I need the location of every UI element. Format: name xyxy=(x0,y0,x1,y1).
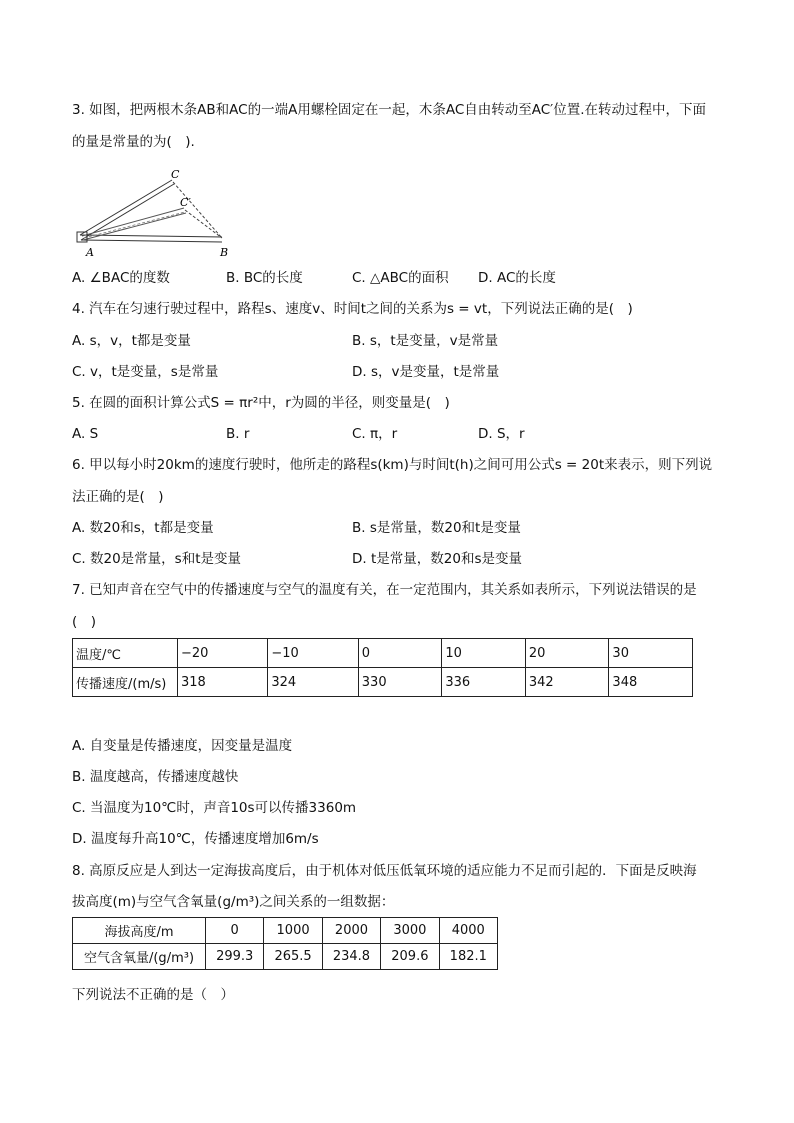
q3-option-c: C. △ABC的面积 xyxy=(352,270,449,286)
q4-option-b: B. s，t是变量，v是常量 xyxy=(352,333,499,349)
label-c: C xyxy=(171,168,180,181)
stick-ac-prime xyxy=(82,208,184,236)
stick-ac-edge xyxy=(81,184,174,240)
table-cell: 4000 xyxy=(439,918,497,944)
table-cell: 海拔高度/m xyxy=(73,918,206,944)
table-cell: 0 xyxy=(358,639,442,668)
q5-stem: 5. 在圆的面积计算公式S = πr²中，r为圆的半径，则变量是( ) xyxy=(72,395,450,411)
q7-table xyxy=(72,638,693,697)
q6-stem-line1: 6. 甲以每小时20km的速度行驶时，他所走的路程s(km)与时间t(h)之间可用公式s = 20t来表示，则下列说 xyxy=(72,457,713,473)
table-cell: 265.5 xyxy=(264,944,322,970)
table-cell: 1000 xyxy=(264,918,322,944)
table-cell: 传播速度/(m/s) xyxy=(73,668,178,697)
table-cell: 温度/℃ xyxy=(73,639,178,668)
q3-option-b: B. BC的长度 xyxy=(226,270,303,286)
q6-option-c: C. 数20是常量，s和t是变量 xyxy=(72,551,242,567)
q5-option-c: C. π，r xyxy=(352,426,398,442)
q6-stem-line2: 法正确的是( ) xyxy=(72,489,164,505)
q7-option-d: D. 温度每升高10℃，传播速度增加6m/s xyxy=(72,831,319,847)
q5-option-b: B. r xyxy=(226,426,250,442)
table-row xyxy=(73,668,693,697)
q6-option-d: D. t是常量，数20和s是变量 xyxy=(352,551,522,567)
table-cell: 318 xyxy=(178,668,268,697)
q3-stem-line2: 的量是常量的为( ). xyxy=(72,134,195,150)
table-cell: 209.6 xyxy=(381,944,439,970)
label-b: B xyxy=(220,246,229,259)
table-cell: 348 xyxy=(609,668,693,697)
table-cell: 0 xyxy=(206,918,264,944)
q8-stem-line3: 下列说法不正确的是（ ） xyxy=(72,987,234,1003)
table-row xyxy=(73,639,693,668)
q6-option-b: B. s是常量，数20和t是变量 xyxy=(352,520,521,536)
dashed-inner xyxy=(84,212,185,238)
q7-option-b: B. 温度越高，传播速度越快 xyxy=(72,769,239,785)
q8-table xyxy=(72,917,498,970)
q7-option-c: C. 当温度为10℃时，声音10s可以传播3360m xyxy=(72,800,357,816)
table-cell: 182.1 xyxy=(439,944,497,970)
table-cell: 342 xyxy=(525,668,609,697)
q4-stem: 4. 汽车在匀速行驶过程中，路程s、速度v、时间t之间的关系为s = vt，下列说法正确的是( ) xyxy=(72,301,633,317)
label-c-prime: C′ xyxy=(180,196,191,209)
q4-option-a: A. s，v，t都是变量 xyxy=(72,333,191,349)
label-a: A xyxy=(86,246,94,259)
q4-option-d: D. s，v是变量，t是常量 xyxy=(352,364,500,380)
table-cell: 20 xyxy=(525,639,609,668)
q7-stem-line1: 7. 已知声音在空气中的传播速度与空气的温度有关，在一定范围内，其关系如表所示，下列说法错误的是 xyxy=(72,582,697,598)
q4-option-c: C. v，t是变量，s是常量 xyxy=(72,364,219,380)
q7-stem-line2: ( ) xyxy=(72,614,97,630)
table-cell: −20 xyxy=(178,639,268,668)
stick-ac xyxy=(80,180,172,235)
dashed-cb xyxy=(173,182,222,238)
q3-option-d: D. AC的长度 xyxy=(478,270,556,286)
q5-option-a: A. S xyxy=(72,426,99,442)
table-cell: 3000 xyxy=(381,918,439,944)
table-row xyxy=(73,918,498,944)
table-cell: −10 xyxy=(268,639,358,668)
table-cell: 324 xyxy=(268,668,358,697)
table-cell: 30 xyxy=(609,639,693,668)
q3-figure xyxy=(72,168,242,260)
q8-stem-line1: 8. 高原反应是人到达一定海拔高度后，由于机体对低压低氧环境的适应能力不足而引起的．下面是反映海 xyxy=(72,863,697,879)
q5-option-d: D. S，r xyxy=(478,426,525,442)
table-cell: 330 xyxy=(358,668,442,697)
table-cell: 336 xyxy=(442,668,526,697)
table-cell: 10 xyxy=(442,639,526,668)
table-cell: 2000 xyxy=(322,918,380,944)
table-row xyxy=(73,944,498,970)
q3-option-a: A. ∠BAC的度数 xyxy=(72,270,170,286)
table-cell: 234.8 xyxy=(322,944,380,970)
dashed-c1b xyxy=(185,210,222,238)
q7-option-a: A. 自变量是传播速度，因变量是温度 xyxy=(72,738,293,754)
table-cell: 空气含氧量/(g/m³) xyxy=(73,944,206,970)
q8-stem-line2: 拔高度(m)与空气含氧量(g/m³)之间关系的一组数据： xyxy=(72,894,395,910)
stick-ab-edge xyxy=(81,240,222,242)
table-cell: 299.3 xyxy=(206,944,264,970)
q3-stem-line1: 3. 如图，把两根木条AB和AC的一端A用螺栓固定在一起，木条AC自由转动至AC′位置.在转动过程中，下面 xyxy=(72,102,707,118)
q6-option-a: A. 数20和s，t都是变量 xyxy=(72,520,214,536)
